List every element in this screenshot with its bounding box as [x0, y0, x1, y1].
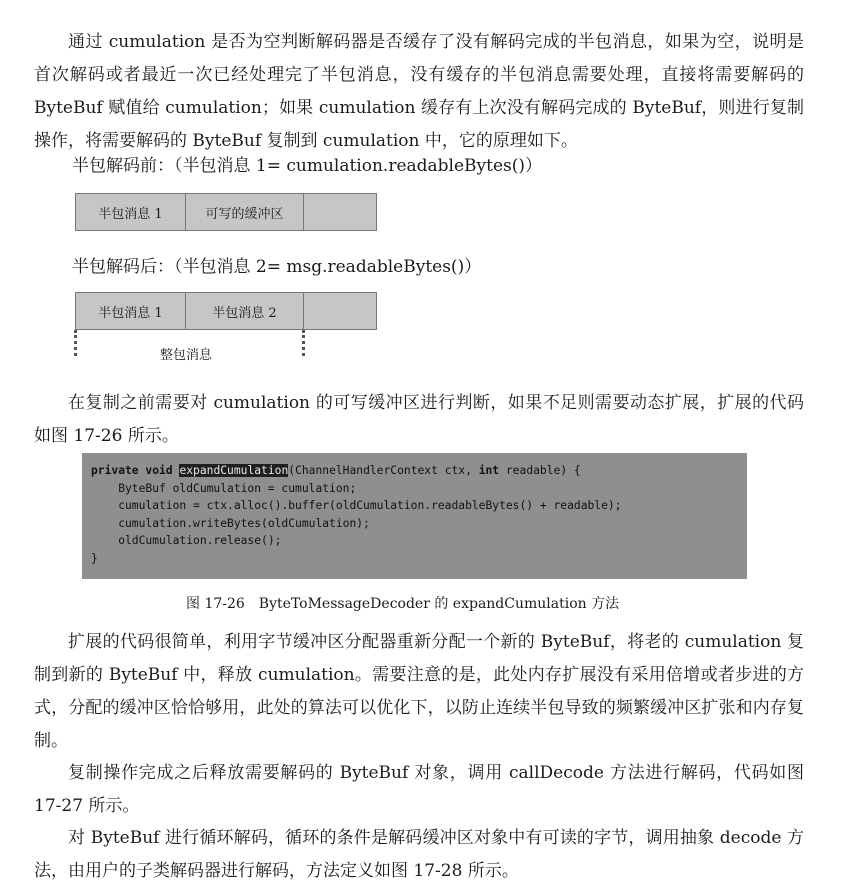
- buffer-cell-half-message-2: 半包消息 2: [186, 293, 304, 329]
- whole-message-label: 整包消息: [160, 348, 213, 363]
- paragraph-call-decode: 复制操作完成之后释放需要解码的 ByteBuf 对象，调用 callDecode 方法进行解码，代码如图 17-27 所示。: [34, 763, 804, 816]
- label-before-decode: 半包解码前：（半包消息 1= cumulation.readableBytes()）: [72, 156, 543, 176]
- code-method-name: expandCumulation: [179, 464, 289, 477]
- code-signature: (ChannelHandlerContext ctx,: [288, 464, 479, 477]
- buffer-diagram-before: [75, 193, 377, 231]
- figure-caption: 图 17-26 ByteToMessageDecoder 的 expandCumulation 方法: [186, 596, 620, 612]
- code-line: oldCumulation.release();: [91, 534, 282, 547]
- code-line: cumulation.writeBytes(oldCumulation);: [91, 516, 370, 530]
- code-line: cumulation = ctx.alloc().buffer(oldCumulation.readableBytes() + readable);: [91, 499, 622, 512]
- buffer-diagram-after: [75, 292, 377, 330]
- whole-message-left-marker: [74, 330, 77, 356]
- code-line: ByteBuf oldCumulation = cumulation;: [91, 481, 357, 495]
- code-keyword-int: int: [478, 464, 500, 477]
- paragraph-expand-check: 在复制之前需要对 cumulation 的可写缓冲区进行判断，如果不足则需要动态扩展，扩展的代码如图 17-26 所示。: [34, 393, 804, 446]
- paragraph-expand-explanation: 扩展的代码很简单，利用字节缓冲区分配器重新分配一个新的 ByteBuf，将老的 cumulation 复制到新的 ByteBuf 中，释放 cumulation。需要注意的是，此处内存扩展没有采用倍增或者步进的方式，分配的缓冲区恰恰够用，此处的算法可以优化下，以防止连续半包导致的频繁缓冲区扩张和内存复制。: [34, 632, 804, 751]
- label-after-decode: 半包解码后：（半包消息 2= msg.readableBytes()）: [72, 257, 482, 277]
- paragraph-loop-decode: 对 ByteBuf 进行循环解码，循环的条件是解码缓冲区对象中有可读的字节，调用抽象 decode 方法，由用户的子类解码器进行解码，方法定义如图 17-28 所示。: [34, 828, 804, 881]
- buffer-cell-writable: 可写的缓冲区: [186, 194, 304, 230]
- code-signature-end: readable) {: [499, 464, 581, 477]
- code-line: }: [91, 551, 98, 565]
- buffer-cell-empty: [304, 293, 376, 329]
- code-listing-expand-cumulation: [82, 453, 747, 579]
- buffer-cell-half-message-1: 半包消息 1: [76, 293, 186, 329]
- buffer-cell-half-message-1: 半包消息 1: [76, 194, 186, 230]
- buffer-cell-empty: [304, 194, 376, 230]
- code-keyword: private void: [91, 464, 173, 477]
- whole-message-right-marker: [302, 330, 305, 356]
- paragraph-cumulation-check: 通过 cumulation 是否为空判断解码器是否缓存了没有解码完成的半包消息，如果为空，说明是首次解码或者最近一次已经处理完了半包消息，没有缓存的半包消息需要处理，直接将需要解码的 ByteBuf 赋值给 cumulation；如果 cumulation 缓存有上次没有解码完成的 ByteBuf，则进行复制操作，将需要解码的 ByteBuf 复制到 cumulation 中，它的原理如下。: [34, 32, 804, 151]
